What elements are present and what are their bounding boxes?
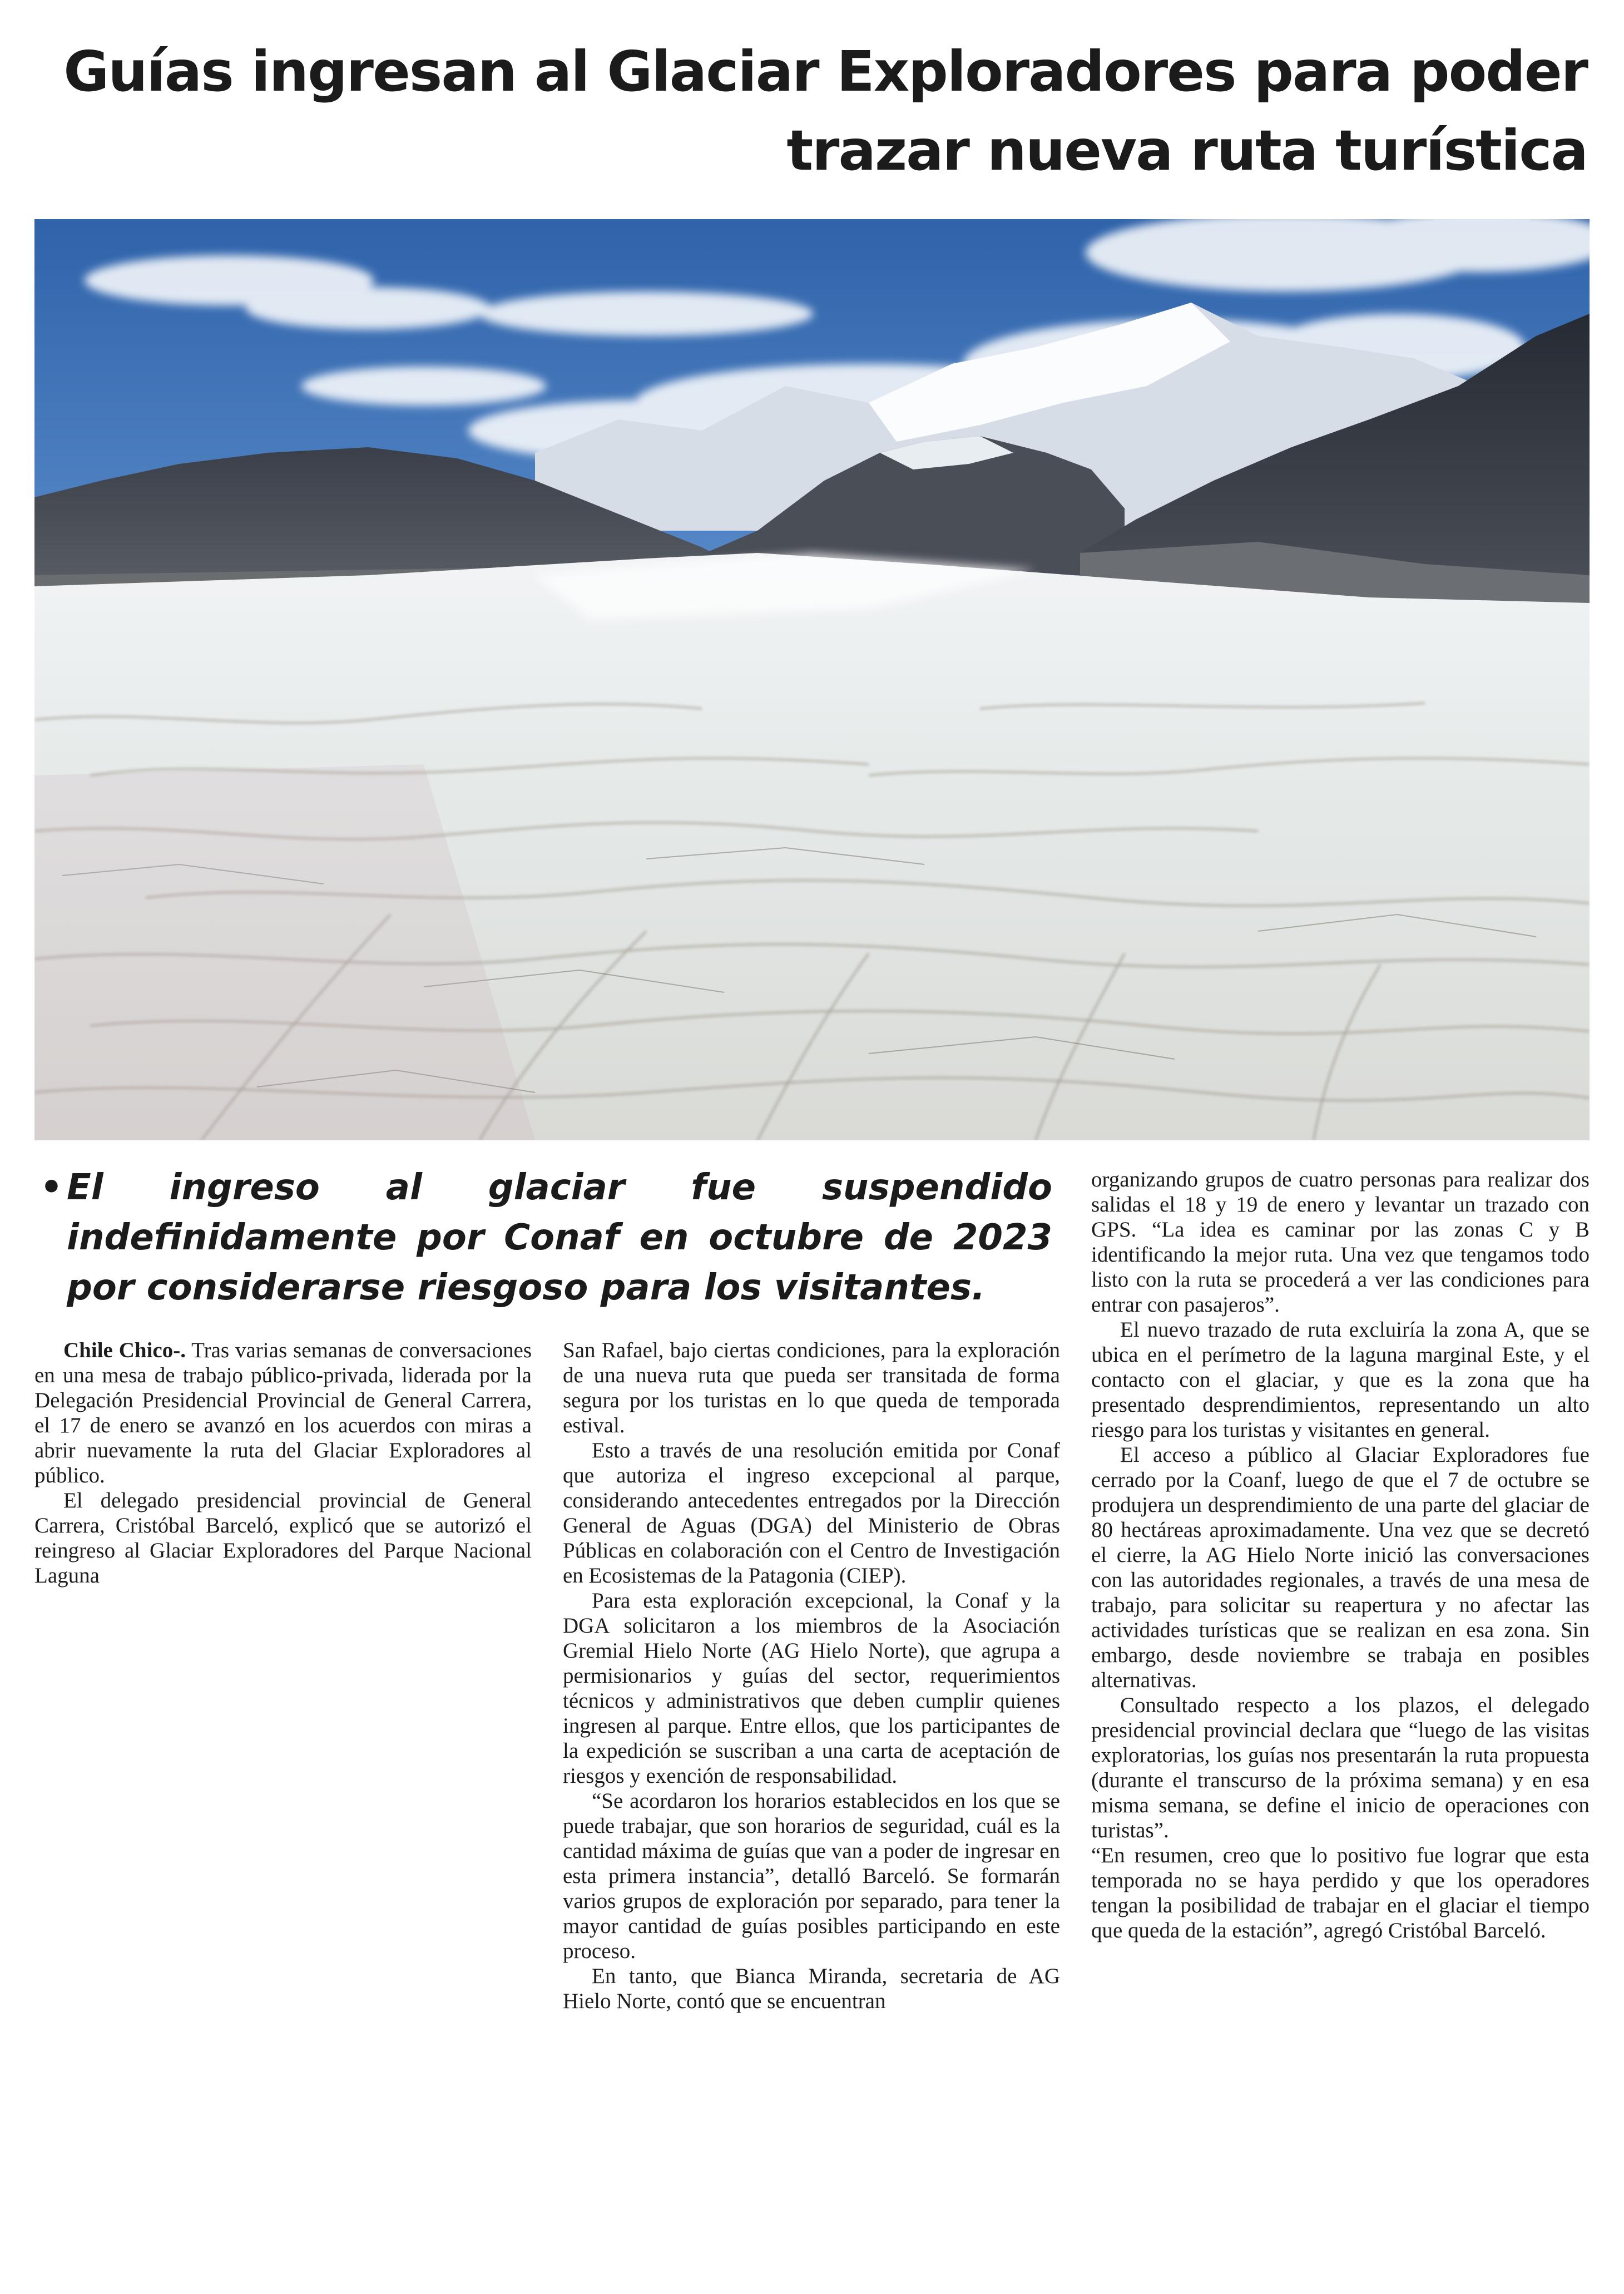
- paragraph-6: En tanto, que Bianca Miranda, secretaria de AG Hielo Norte, contó que se encuentran: [563, 1964, 1060, 2013]
- paragraph-10: “En resumen, creo que lo positivo fue lograr que esta temporada no se haya perdido y que los operadores tengan la posibilidad de trabajar en el glaciar el tiempo que queda de la estación”, agregó Cristóbal Barceló.: [1091, 1843, 1590, 1942]
- paragraph-3: Esto a través de una resolución emitida por Conaf que autoriza el ingreso excepcional al parque, considerando antecedentes entregados por la Dirección General de Aguas (DGA) del Ministerio de Obras Públicas en colaboración con el Centro de Investigación en Ecosistemas de la Patagonia (CIEP).: [563, 1438, 1060, 1588]
- lead-text: El ingreso al glaciar fue suspendido indefinidamente por Conaf en octubre de 2023 por considerarse riesgoso para los visitantes.: [67, 1167, 1052, 1308]
- column-3: [1091, 1167, 1590, 1943]
- bullet-icon: •: [40, 1167, 63, 1208]
- column-1: [34, 1338, 532, 1588]
- paragraph-2-continued: San Rafael, bajo ciertas condiciones, para la exploración de una nueva ruta que pueda ser transitada de forma segura por los turistas en lo que queda de temporada estival.: [563, 1338, 1060, 1437]
- paragraph-5: “Se acordaron los horarios establecidos en los que se puede trabajar, que son horarios de seguridad, cuál es la cantidad máxima de guías que van a poder de ingresar en esta primera instancia”, detalló Barceló. Se formarán varios grupos de exploración por separado, para tener la mayor cantidad de guías posibles participando en este proceso.: [563, 1789, 1060, 1963]
- column-2: [563, 1338, 1060, 2014]
- paragraph-2: El delegado presidencial provincial de General Carrera, Cristóbal Barceló, explicó que se autorizó el reingreso al Glaciar Exploradores del Parque Nacional Laguna: [34, 1489, 532, 1588]
- paragraph-7: El nuevo trazado de ruta excluiría la zona A, que se ubica en el perímetro de la laguna marginal Este, y el contacto con el glaciar, y que es la zona que ha presentado desprendimientos, representando un alto riesgo para los turistas y visitantes en general.: [1091, 1318, 1590, 1442]
- dateline: Chile Chico-.: [63, 1338, 186, 1362]
- headline: [36, 32, 1587, 190]
- paragraph-9: Consultado respecto a los plazos, el delegado presidencial provincial declara que “luego de las visitas exploratorias, los guías nos presentarán la ruta propuesta (durante el transcurso de la próxima semana) y en esa misma semana, se define el inicio de operaciones con turistas”.: [1091, 1693, 1590, 1842]
- paragraph-1-text: Tras varias semanas de conversaciones en una mesa de trabajo público-privada, liderada por la Delegación Presidencial Provincial de General Carrera, el 17 de enero se avanzó en los acuerdos con miras a abrir nuevamente la ruta del Glaciar Exploradores al público.: [34, 1338, 532, 1487]
- paragraph-8: El acceso a público al Glaciar Exploradores fue cerrado por la Coanf, luego de que el 7 de octubre se produjera un desprendimiento de una parte del glaciar de 80 hectáreas aproximadamente. Una vez que se decretó el cierre, la AG Hielo Norte inició las conversaciones con las autoridades regionales, a través de una mesa de trabajo, para solicitar su reapertura y no afectar las actividades turísticas que se realizan en esa zona. Sin embargo, desde noviembre se trabaja en posibles alternativas.: [1091, 1443, 1590, 1692]
- paragraph-6-continued: organizando grupos de cuatro personas para realizar dos salidas el 18 y 19 de enero y levantar un trazado con GPS. “La idea es caminar por las zonas C y B identificando la mejor ruta. Una vez que tengamos todo listo con la ruta se procederá a ver las condiciones para entrar con pasajeros”.: [1091, 1168, 1590, 1317]
- paragraph-1: [34, 1338, 532, 1488]
- headline-line-2: trazar nueva ruta turística: [786, 118, 1587, 183]
- paragraph-4: Para esta exploración excepcional, la Conaf y la DGA solicitaron a los miembros de la Asociación Gremial Hielo Norte (AG Hielo Norte), que agrupa a permisionarios y guías del sector, requerimientos técnicos y administrativos que deben cumplir quienes ingresen al parque. Entre ellos, que los participantes de la expedición se suscriban a una carta de aceptación de riesgos y exención de responsabilidad.: [563, 1589, 1060, 1788]
- lead-summary: [40, 1163, 1052, 1313]
- headline-line-1: Guías ingresan al Glaciar Exploradores para poder: [63, 39, 1587, 104]
- glacier-photo: [34, 219, 1590, 1140]
